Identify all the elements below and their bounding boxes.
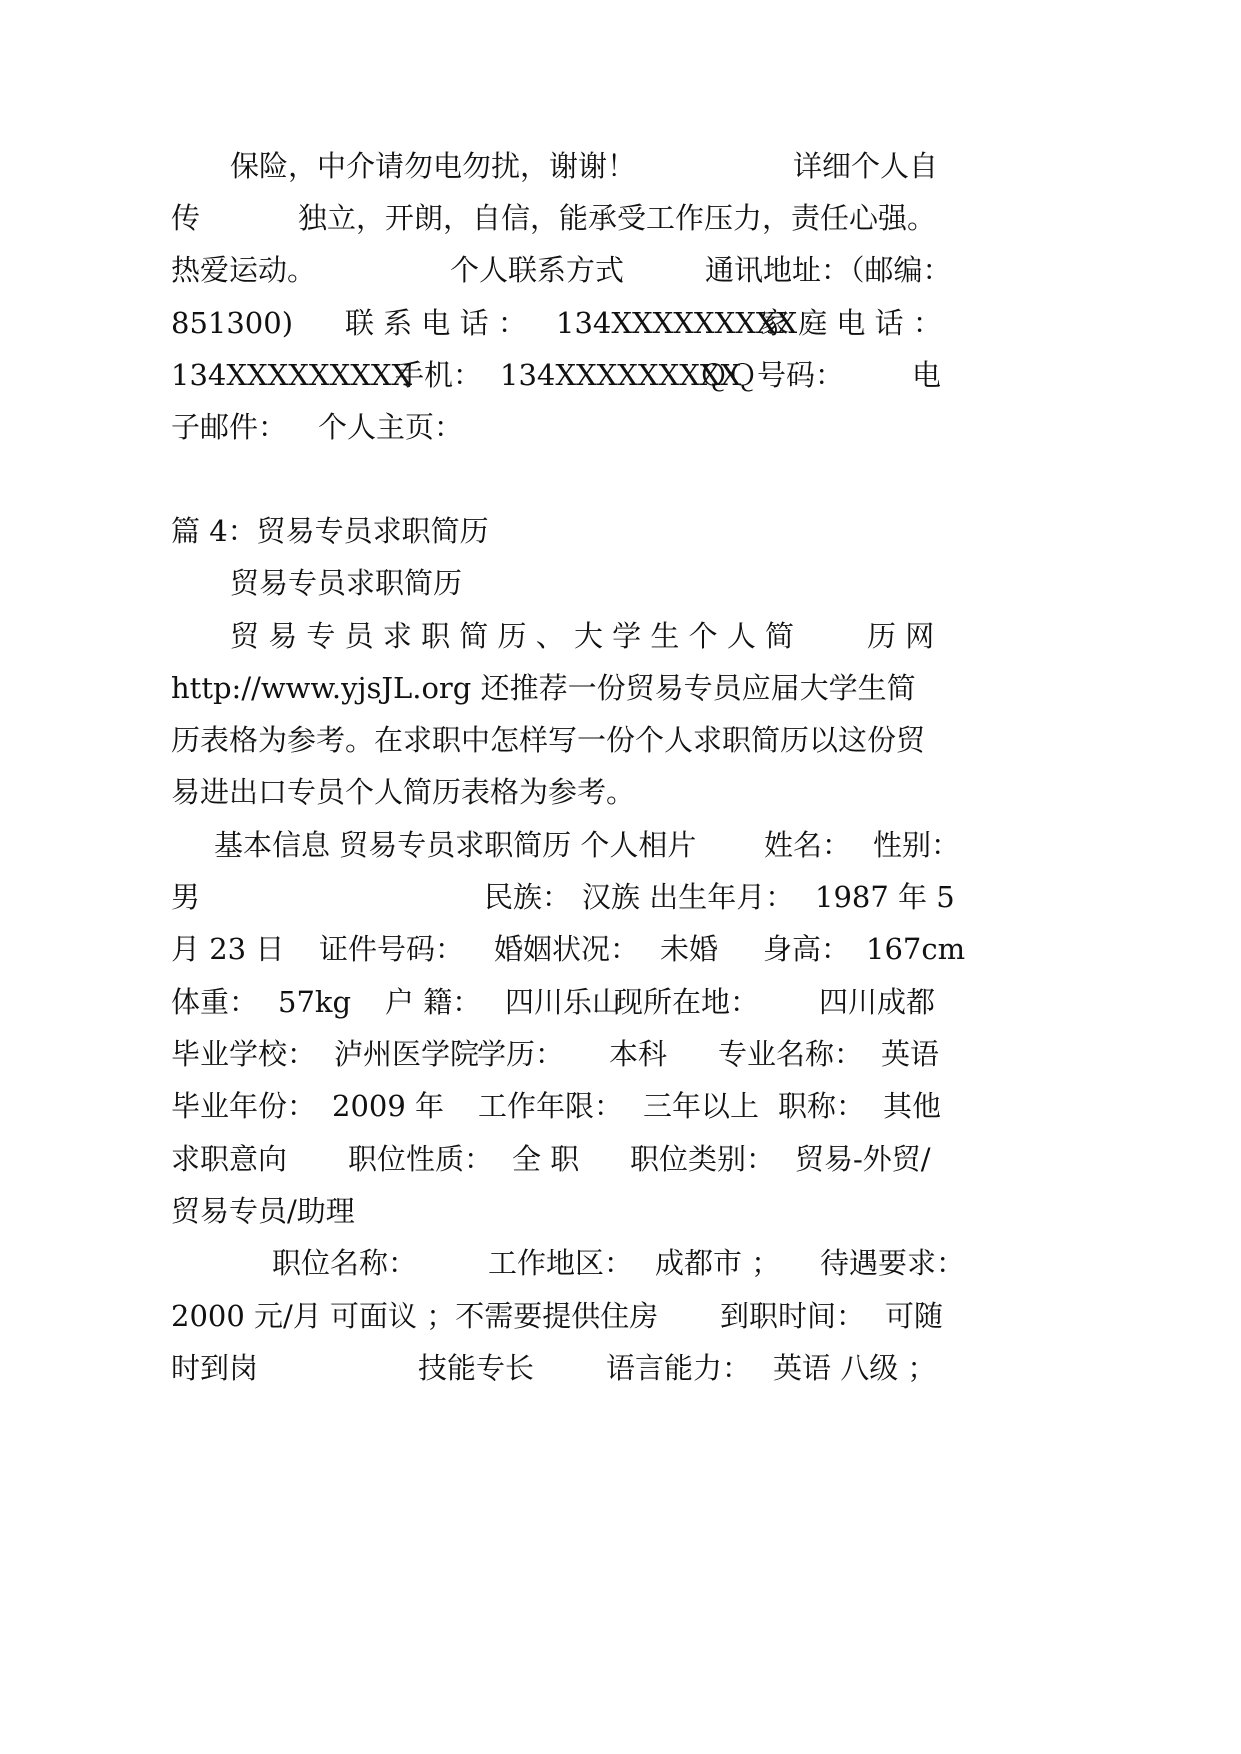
text-line: 毕业年份： — [171, 1089, 317, 1123]
text-line: 职位名称： — [272, 1246, 418, 1280]
text-line: 热爱运动。 — [171, 253, 317, 287]
text-line: 57kg — [278, 985, 352, 1019]
text-line: 历表格为参考。在求职中怎样写一份个人求职简历以这份贸 — [171, 723, 926, 757]
text-line: 学历： — [477, 1037, 565, 1071]
text-line: 英语 八级 ； — [773, 1351, 937, 1385]
text-line: 历 网 — [867, 619, 935, 653]
text-line: 技能专长 — [418, 1351, 535, 1385]
text-line: 通讯地址：（邮编： — [705, 253, 952, 287]
text-line: 证件号码： — [319, 932, 465, 966]
text-line: 户 籍： — [385, 985, 482, 1019]
text-line: 基本信息 贸易专员求职简历 个人相片 — [214, 828, 697, 862]
text-line: 本科 — [609, 1037, 668, 1071]
text-line: 四川成都 — [819, 985, 936, 1019]
text-line: 语言能力： — [606, 1351, 752, 1385]
text-line: 体重： — [171, 985, 259, 1019]
text-line: 待遇要求： — [820, 1246, 966, 1280]
text-line: 成都市 ； — [655, 1246, 781, 1280]
document-title: 贸易专员求职简历 — [230, 566, 463, 600]
text-line: 四川乐山 — [505, 985, 622, 1019]
text-line: 现所在地： — [614, 985, 760, 1019]
text-line: 工作地区： — [488, 1246, 634, 1280]
text-line: 汉族 出生年月： — [582, 880, 795, 914]
text-line: 易进出口专员个人简历表格为参考。 — [171, 775, 636, 809]
text-line: 联 系 电 话 ： — [345, 306, 527, 340]
text-line: 姓名： — [764, 828, 852, 862]
text-line: ＱＱ号码： — [699, 358, 845, 392]
text-line: 未婚 — [660, 932, 719, 966]
text-line: 134XXXXXXXXX — [556, 306, 798, 340]
text-line: 专业名称： — [718, 1037, 864, 1071]
text-line: 职位类别： — [630, 1142, 776, 1176]
text-line: 134XXXXXXXXX — [171, 358, 413, 392]
text-line: 电 — [912, 358, 942, 392]
text-line: 泸州医学院 — [334, 1037, 480, 1071]
text-line: 167cm — [866, 932, 966, 966]
text-line: 个人主页： — [318, 410, 464, 444]
text-line: 男 — [171, 880, 201, 914]
text-line: 三年以上 — [643, 1089, 760, 1123]
text-line: 家 庭 电 话 ： — [760, 306, 942, 340]
text-line: 月 23 日 — [171, 932, 285, 966]
text-line: 英语 — [881, 1037, 940, 1071]
text-line: 时到岗 — [171, 1351, 259, 1385]
text-line: 子邮件： — [171, 410, 288, 444]
text-line: 工作年限： — [478, 1089, 624, 1123]
text-line: 详细个人自 — [793, 149, 939, 183]
text-line: 到职时间： — [720, 1299, 866, 1333]
text-line: 独立，开朗，自信，能承受工作压力，责任心强。 — [298, 201, 937, 235]
text-line: 2000 元/月 — [171, 1299, 322, 1333]
text-line: 毕业学校： — [171, 1037, 317, 1071]
text-line: 个人联系方式 — [450, 253, 625, 287]
text-line: 贸 易 专 员 求 职 简 历 、 大 学 生 个 人 简 — [230, 619, 795, 653]
text-line: 职位性质： — [348, 1142, 494, 1176]
section-heading: 篇 4：贸易专员求职简历 — [171, 514, 489, 548]
text-line: 手机： — [395, 358, 483, 392]
text-line: 全 职 — [512, 1142, 580, 1176]
text-line: 传 — [171, 201, 201, 235]
text-line: 职称： — [778, 1089, 866, 1123]
text-line: 身高： — [763, 932, 851, 966]
text-line: 民族： — [484, 880, 572, 914]
text-line: 贸易-外贸/ — [795, 1142, 931, 1176]
text-line: 可随 — [885, 1299, 944, 1333]
text-line: 其他 — [883, 1089, 942, 1123]
text-line: 851300) — [171, 306, 294, 340]
text-line: 求职意向 — [171, 1142, 288, 1176]
text-line: 可面议 ；不需要提供住房 — [330, 1299, 659, 1333]
text-line: 婚姻状况： — [494, 932, 640, 966]
text-line: 1987 年 5 — [815, 880, 955, 914]
text-line: http://www.yjsJL.org 还推荐一份贸易专员应届大学生简 — [171, 671, 916, 705]
text-line: 性别： — [873, 828, 961, 862]
text-line: 保险，中介请勿电勿扰，谢谢！ — [230, 149, 637, 183]
text-line: 134XXXXXXXXX — [500, 358, 742, 392]
text-line: 2009 年 — [332, 1089, 445, 1123]
text-line: 贸易专员/助理 — [171, 1194, 355, 1228]
